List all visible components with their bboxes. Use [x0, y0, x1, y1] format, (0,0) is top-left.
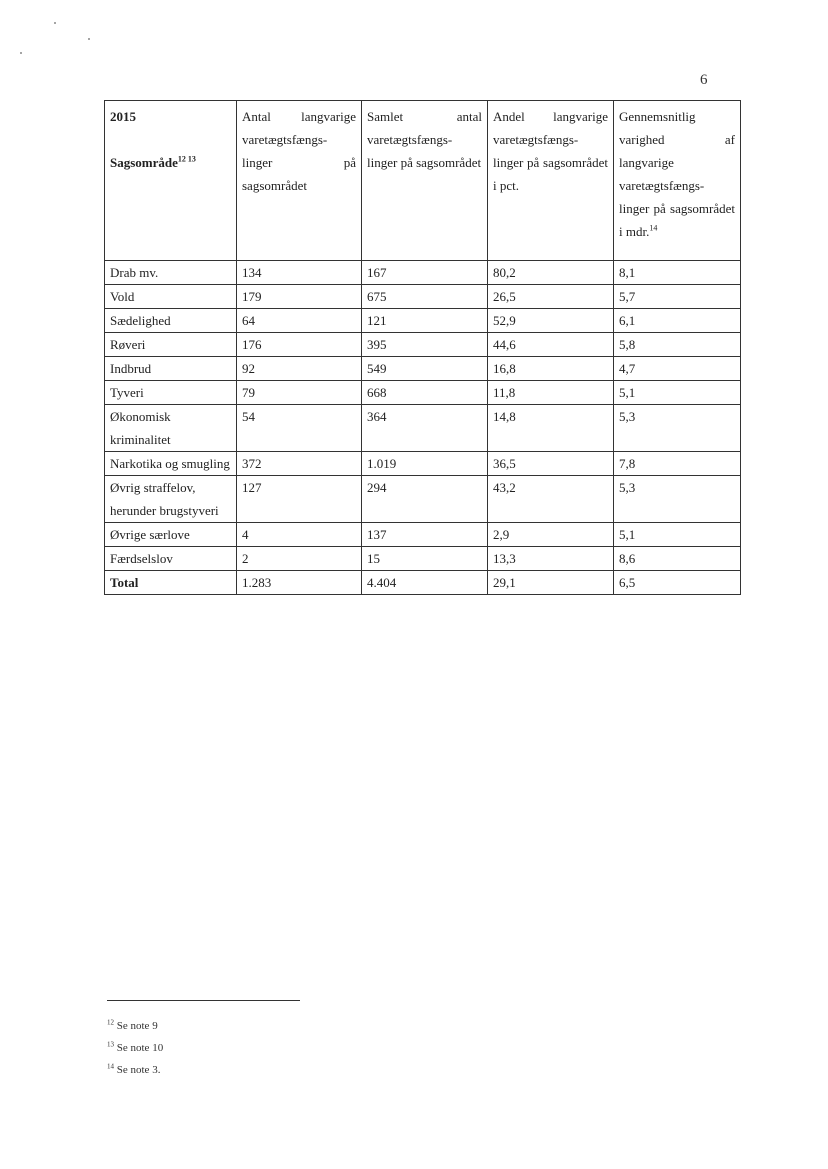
varighed-cell: 6,1: [614, 309, 741, 333]
samlet-cell: 15: [362, 547, 488, 571]
area-cell: Vold: [105, 285, 237, 309]
table-row: [105, 523, 741, 547]
area-cell: Røveri: [105, 333, 237, 357]
andel-cell: 13,3: [488, 547, 614, 571]
footnote-divider: [107, 1000, 300, 1001]
table-row: [105, 357, 741, 381]
antal-cell: 79: [237, 381, 362, 405]
table-row: [105, 405, 741, 452]
table-row: [105, 261, 741, 285]
area-cell: Øvrig straffelov, herunder brugstyveri: [105, 476, 237, 523]
andel-cell: 26,5: [488, 285, 614, 309]
area-cell: Drab mv.: [105, 261, 237, 285]
total-antal-cell: 1.283: [237, 571, 362, 595]
total-samlet-cell: 4.404: [362, 571, 488, 595]
varighed-cell: 8,1: [614, 261, 741, 285]
header-area-label: Sagsområde$^{12 13}$: [110, 154, 196, 170]
table-row: [105, 452, 741, 476]
header-antal: Antal langvarige varetægtsfængs- linger på sagsområdet: [237, 101, 362, 261]
total-area-cell: Total: [105, 571, 237, 595]
area-cell: Færdselslov: [105, 547, 237, 571]
footnote: $^{13}$ Se note 10: [107, 1040, 164, 1054]
varighed-cell: 5,8: [614, 333, 741, 357]
antal-cell: 176: [237, 333, 362, 357]
header-samlet: Samlet antal varetægtsfængs- linger på sagsområdet: [362, 101, 488, 261]
varighed-cell: 5,3: [614, 405, 741, 452]
header-andel: Andel langvarige varetægtsfængs- linger på sagsområdet i pct.: [488, 101, 614, 261]
samlet-cell: 121: [362, 309, 488, 333]
area-cell: Narkotika og smugling: [105, 452, 237, 476]
andel-cell: 2,9: [488, 523, 614, 547]
antal-cell: 92: [237, 357, 362, 381]
andel-cell: 43,2: [488, 476, 614, 523]
table-row: [105, 547, 741, 571]
samlet-cell: 668: [362, 381, 488, 405]
area-cell: Sædelighed: [105, 309, 237, 333]
header-area-cell: [105, 101, 237, 261]
header-varighed: Gennemsnitlig varighed af langvarige varetægtsfængs- linger på sagsområdet i mdr.$^{14}$: [614, 101, 741, 261]
varighed-cell: 5,1: [614, 523, 741, 547]
header-year: 2015: [110, 109, 136, 124]
total-row: [105, 571, 741, 595]
varighed-cell: 4,7: [614, 357, 741, 381]
footnotes: [107, 1015, 163, 1081]
varighed-cell: 5,7: [614, 285, 741, 309]
table-row: [105, 333, 741, 357]
scan-speck: [20, 52, 22, 54]
samlet-cell: 1.019: [362, 452, 488, 476]
samlet-cell: 364: [362, 405, 488, 452]
total-varighed-cell: 6,5: [614, 571, 741, 595]
antal-cell: 179: [237, 285, 362, 309]
page-number: 6: [700, 72, 708, 88]
andel-cell: 36,5: [488, 452, 614, 476]
antal-cell: 64: [237, 309, 362, 333]
andel-cell: 16,8: [488, 357, 614, 381]
antal-cell: 372: [237, 452, 362, 476]
antal-cell: 4: [237, 523, 362, 547]
footnote: $^{12}$ Se note 9: [107, 1018, 158, 1032]
samlet-cell: 137: [362, 523, 488, 547]
statistics-table: [104, 100, 741, 595]
varighed-cell: 5,1: [614, 381, 741, 405]
samlet-cell: 294: [362, 476, 488, 523]
footnote-ref: 14: [649, 223, 658, 233]
antal-cell: 127: [237, 476, 362, 523]
varighed-cell: 5,3: [614, 476, 741, 523]
area-cell: Tyveri: [105, 381, 237, 405]
footnote-ref: 12 13: [177, 154, 196, 164]
area-cell: Indbrud: [105, 357, 237, 381]
area-cell: Øvrige særlove: [105, 523, 237, 547]
andel-cell: 44,6: [488, 333, 614, 357]
total-andel-cell: 29,1: [488, 571, 614, 595]
scan-speck: [88, 38, 90, 40]
samlet-cell: 167: [362, 261, 488, 285]
andel-cell: 80,2: [488, 261, 614, 285]
varighed-cell: 7,8: [614, 452, 741, 476]
table-row: [105, 309, 741, 333]
table-row: [105, 476, 741, 523]
area-cell: Økonomisk kriminalitet: [105, 405, 237, 452]
samlet-cell: 549: [362, 357, 488, 381]
table-row: [105, 285, 741, 309]
samlet-cell: 395: [362, 333, 488, 357]
varighed-cell: 8,6: [614, 547, 741, 571]
antal-cell: 134: [237, 261, 362, 285]
andel-cell: 52,9: [488, 309, 614, 333]
footnote: $^{14}$ Se note 3.: [107, 1062, 161, 1076]
andel-cell: 11,8: [488, 381, 614, 405]
samlet-cell: 675: [362, 285, 488, 309]
table-row: [105, 381, 741, 405]
antal-cell: 54: [237, 405, 362, 452]
table-header-row: [105, 101, 741, 261]
andel-cell: 14,8: [488, 405, 614, 452]
antal-cell: 2: [237, 547, 362, 571]
scan-speck: [54, 22, 56, 24]
